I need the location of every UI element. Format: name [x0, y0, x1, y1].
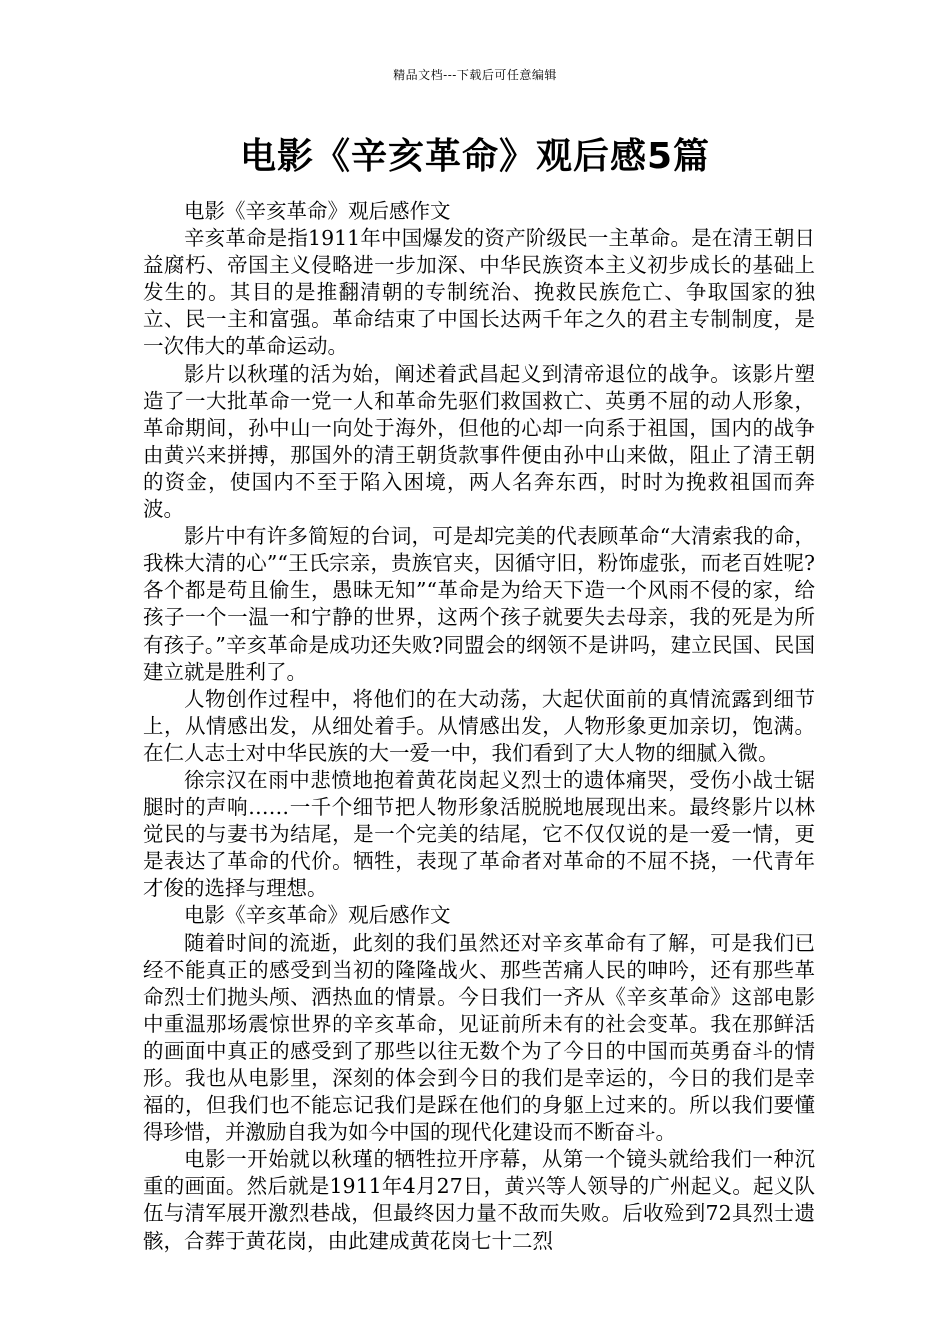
body-paragraph: 影片以秋瑾的活为始，阐述着武昌起义到清帝退位的战争。该影片塑造了一大批革命一党一人和革命先驱们救国救亡、英勇不屈的动人形象，革命期间，孙中山一向处于海外，但他的心却一向系于祖国，国内的战争由黄兴来拼搏，那国外的清王朝货款事件便由孙中山来做，阻止了清王朝的资金，使国内不至于陷入困境，两人名奔东西，时时为挽救祖国而奔波。	[143, 361, 815, 522]
body-paragraph: 随着时间的流逝，此刻的我们虽然还对辛亥革命有了解，可是我们已经不能真正的感受到当初的隆隆战火、那些苦痛人民的呻吟，还有那些革命烈士们抛头颅、洒热血的情景。今日我们一齐从《辛亥革命》这部电影中重温那场震惊世界的辛亥革命，见证前所未有的社会变革。我在那鲜活的画面中真正的感受到了那些以往无数个为了今日的中国而英勇奋斗的情形。我也从电影里，深刻的体会到今日的我们是幸运的，今日的我们是幸福的，但我们也不能忘记我们是踩在他们的身躯上过来的。所以我们要懂得珍惜，并激励自我为如今中国的现代化建设而不断奋斗。	[143, 930, 815, 1145]
header-note: 精品文档---下载后可任意编辑	[393, 68, 557, 82]
body-paragraph: 徐宗汉在雨中悲愤地抱着黄花岗起义烈士的遗体痛哭，受伤小战士锯腿时的声响……一千个细节把人物形象活脱脱地展现出来。最终影片以林觉民的与妻书为结尾，是一个完美的结尾，它不仅仅说的是一爱一情，更是表达了革命的代价。牺牲，表现了革命者对革命的不屈不挠，一代青年才俊的选择与理想。	[143, 767, 815, 901]
body-paragraph: 电影一开始就以秋瑾的牺牲拉开序幕，从第一个镜头就给我们一种沉重的画面。然后就是1911年4月27日，黄兴等人领导的广州起义。起义队伍与清军展开激烈巷战，但最终因力量不敌而失败。后收殓到72具烈士遗骸，合葬于黄花岗，由此建成黄花岗七十二烈	[143, 1147, 815, 1253]
body-paragraph: 人物创作过程中，将他们的在大动荡，大起伏面前的真情流露到细节上，从情感出发，从细处着手。从情感出发，人物形象更加亲切，饱满。在仁人志士对中华民族的大一爱一中，我们看到了大人物的细腻入微。	[143, 686, 815, 765]
body-paragraph: 影片中有许多简短的台词，可是却完美的代表顾革命“大清索我的命，我株大清的心”“王氏宗亲，贵族官夹，因循守旧，粉饰虚张，而老百姓呢?各个都是苟且偷生，愚昧无知”“革命是为给天下造一个风雨不侵的家，给孩子一个一温一和宁静的世界，这两个孩子就要失去母亲，我的死是为所有孩子。”辛亥革命是成功还失败?同盟会的纲领不是讲吗，建立民国、民国建立就是胜利了。	[143, 524, 815, 684]
section-heading-1: 电影《辛亥革命》观后感作文	[184, 199, 451, 223]
document-body	[143, 198, 815, 1255]
body-paragraph: 辛亥革命是指1911年中国爆发的资产阶级民一主革命。是在清王朝日益腐朽、帝国主义侵略进一步加深、中华民族资本主义初步成长的基础上发生的。其目的是推翻清朝的专制统治、挽救民族危亡、争取国家的独立、民一主和富强。革命结束了中国长达两千年之久的君主专制制度，是一次伟大的革命运动。	[143, 226, 815, 359]
document-title: 电影《辛亥革命》观后感5篇	[239, 136, 711, 177]
section-heading-2: 电影《辛亥革命》观后感作文	[184, 903, 451, 928]
